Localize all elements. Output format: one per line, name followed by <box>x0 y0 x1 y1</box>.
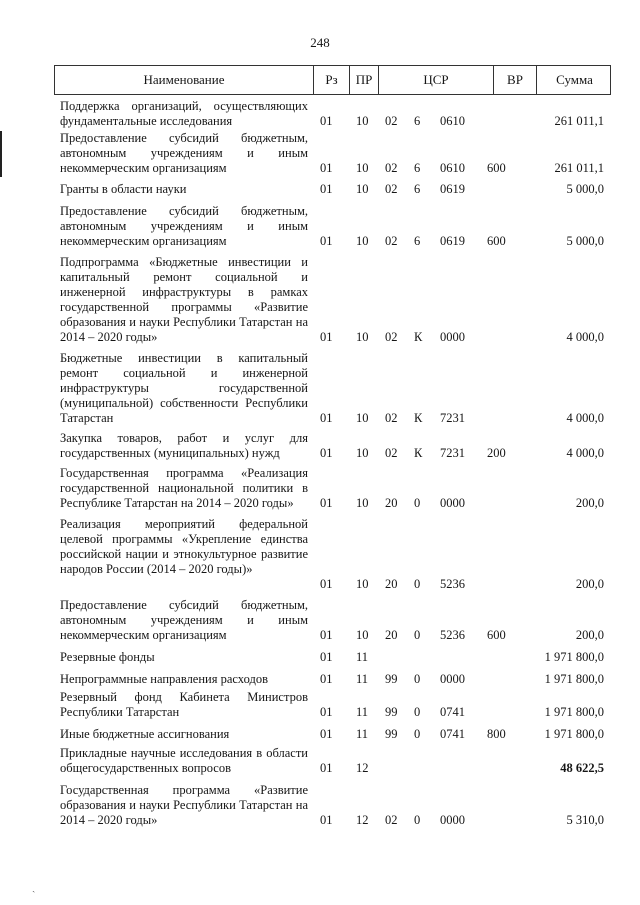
table-row <box>0 783 640 828</box>
row-csr-program: 02 <box>385 813 398 827</box>
row-sum: 4 000,0 <box>566 330 604 344</box>
row-csr-program: 20 <box>385 577 398 591</box>
header-rz: Рз <box>314 66 350 94</box>
row-csr-sub: К <box>414 446 423 460</box>
row-sum: 4 000,0 <box>566 446 604 460</box>
row-sum: 5 000,0 <box>566 234 604 248</box>
row-csr-code: 0741 <box>440 727 465 741</box>
table-row <box>0 182 640 197</box>
row-pr: 10 <box>356 577 369 591</box>
row-pr: 11 <box>356 650 369 664</box>
row-name: Бюджетные инвестиции в капитальный ремонт социальной и инженерной инфраструктуры государственной (муниципальной) собственности Республики Татарстан <box>60 351 308 425</box>
row-csr-sub: 0 <box>414 705 421 719</box>
row-csr-sub: 6 <box>414 182 421 196</box>
table-header <box>54 65 611 95</box>
row-rz: 01 <box>320 411 333 425</box>
row-csr-program: 02 <box>385 411 398 425</box>
row-csr-sub: 0 <box>414 813 421 827</box>
row-sum: 1 971 800,0 <box>544 727 604 741</box>
row-name: Иные бюджетные ассигнования <box>60 727 230 741</box>
row-csr-code: 7231 <box>440 411 465 425</box>
row-rz: 01 <box>320 650 333 664</box>
row-pr: 12 <box>356 761 369 775</box>
row-vr: 600 <box>487 161 506 175</box>
table-row <box>0 650 640 665</box>
row-csr-code: 0000 <box>440 672 465 686</box>
row-pr: 10 <box>356 411 369 425</box>
row-csr-program: 02 <box>385 182 398 196</box>
row-rz: 01 <box>320 705 333 719</box>
table-row <box>0 598 640 643</box>
header-pr: ПР <box>350 66 379 94</box>
row-csr-sub: 0 <box>414 577 421 591</box>
row-name: Предоставление субсидий бюджетным, автономным учреждениям и иным некоммерческим организациям <box>60 204 308 248</box>
row-rz: 01 <box>320 496 333 510</box>
row-pr: 10 <box>356 446 369 460</box>
row-name: Резервный фонд Кабинета Министров Республики Татарстан <box>60 690 308 719</box>
row-sum: 261 011,1 <box>554 161 604 175</box>
row-name: Резервные фонды <box>60 650 155 664</box>
table-row <box>0 351 640 426</box>
row-sum: 48 622,5 <box>560 761 604 775</box>
table-row <box>0 746 640 776</box>
row-sum: 1 971 800,0 <box>544 705 604 719</box>
table-row <box>0 99 640 129</box>
row-name: Государственная программа «Развитие образования и науки Республики Татарстан на 2014 – 2020 годы» <box>60 783 308 827</box>
row-csr-sub: 6 <box>414 161 421 175</box>
table-row <box>0 431 640 461</box>
row-rz: 01 <box>320 446 333 460</box>
row-pr: 10 <box>356 114 369 128</box>
row-csr-code: 5236 <box>440 628 465 642</box>
row-sum: 4 000,0 <box>566 411 604 425</box>
row-sum: 5 310,0 <box>566 813 604 827</box>
row-rz: 01 <box>320 330 333 344</box>
row-csr-program: 02 <box>385 114 398 128</box>
table-row <box>0 672 640 687</box>
row-csr-program: 99 <box>385 672 398 686</box>
row-csr-code: 0000 <box>440 330 465 344</box>
row-name: Гранты в области науки <box>60 182 187 196</box>
row-rz: 01 <box>320 761 333 775</box>
row-pr: 11 <box>356 727 369 741</box>
row-vr: 600 <box>487 628 506 642</box>
row-csr-code: 7231 <box>440 446 465 460</box>
row-rz: 01 <box>320 813 333 827</box>
row-csr-sub: 0 <box>414 672 421 686</box>
row-sum: 200,0 <box>575 628 604 642</box>
row-rz: 01 <box>320 161 333 175</box>
row-csr-sub: К <box>414 411 423 425</box>
row-pr: 10 <box>356 628 369 642</box>
row-pr: 11 <box>356 672 369 686</box>
table-row <box>0 204 640 249</box>
page-number: 248 <box>310 35 330 50</box>
header-csr: ЦСР <box>379 66 494 94</box>
table-row <box>0 517 640 592</box>
row-csr-program: 20 <box>385 496 398 510</box>
row-name: Поддержка организаций, осуществляющих фундаментальные исследования <box>60 99 308 128</box>
row-csr-program: 02 <box>385 161 398 175</box>
row-sum: 5 000,0 <box>566 182 604 196</box>
row-csr-code: 0610 <box>440 114 465 128</box>
row-name: Подпрограмма «Бюджетные инвестиции и капитальный ремонт социальной и инженерной инфраструктуры в рамках государственной программы «Развитие образования и науки Республики Татарстан на 2014 – 2020 годы» <box>60 255 308 344</box>
row-csr-code: 5236 <box>440 577 465 591</box>
row-pr: 10 <box>356 182 369 196</box>
row-csr-sub: 0 <box>414 628 421 642</box>
row-sum: 261 011,1 <box>554 114 604 128</box>
row-csr-program: 99 <box>385 727 398 741</box>
row-name: Непрограммные направления расходов <box>60 672 268 686</box>
header-name: Наименование <box>55 66 314 94</box>
row-name: Предоставление субсидий бюджетным, автономным учреждениям и иным некоммерческим организациям <box>60 598 308 642</box>
table-row <box>0 255 640 345</box>
row-pr: 10 <box>356 234 369 248</box>
row-rz: 01 <box>320 182 333 196</box>
row-rz: 01 <box>320 114 333 128</box>
row-sum: 200,0 <box>575 496 604 510</box>
row-csr-code: 0741 <box>440 705 465 719</box>
row-pr: 11 <box>356 705 369 719</box>
row-csr-sub: К <box>414 330 423 344</box>
row-csr-code: 0000 <box>440 813 465 827</box>
row-rz: 01 <box>320 234 333 248</box>
table-row <box>0 131 640 176</box>
row-rz: 01 <box>320 577 333 591</box>
header-sum: Сумма <box>556 72 593 87</box>
row-vr: 800 <box>487 727 506 741</box>
row-csr-program: 02 <box>385 330 398 344</box>
table-row <box>0 727 640 742</box>
row-sum: 1 971 800,0 <box>544 650 604 664</box>
scan-mark: ˎ <box>32 882 36 893</box>
row-name: Закупка товаров, работ и услуг для государственных (муниципальных) нужд <box>60 431 308 460</box>
row-name: Государственная программа «Реализация государственной национальной политики в Республике Татарстан на 2014 – 2020 годы» <box>60 466 308 510</box>
row-name: Прикладные научные исследования в области общегосударственных вопросов <box>60 746 308 775</box>
row-pr: 10 <box>356 496 369 510</box>
row-csr-program: 99 <box>385 705 398 719</box>
row-vr: 600 <box>487 234 506 248</box>
header-vr: ВР <box>494 66 537 94</box>
row-csr-code: 0619 <box>440 182 465 196</box>
row-csr-sub: 0 <box>414 727 421 741</box>
table-row <box>0 690 640 720</box>
row-rz: 01 <box>320 628 333 642</box>
row-rz: 01 <box>320 672 333 686</box>
row-csr-sub: 6 <box>414 234 421 248</box>
row-csr-program: 02 <box>385 446 398 460</box>
row-name: Реализация мероприятий федеральной целевой программы «Укрепление единства российской нации и этнокультурное развитие народов России (2014 – 2020 годы)» <box>60 517 308 576</box>
row-csr-sub: 0 <box>414 496 421 510</box>
row-rz: 01 <box>320 727 333 741</box>
row-vr: 200 <box>487 446 506 460</box>
row-pr: 10 <box>356 161 369 175</box>
row-csr-code: 0000 <box>440 496 465 510</box>
row-pr: 10 <box>356 330 369 344</box>
table-row <box>0 466 640 511</box>
row-sum: 1 971 800,0 <box>544 672 604 686</box>
row-csr-code: 0610 <box>440 161 465 175</box>
row-csr-program: 20 <box>385 628 398 642</box>
row-pr: 12 <box>356 813 369 827</box>
row-csr-program: 02 <box>385 234 398 248</box>
row-csr-code: 0619 <box>440 234 465 248</box>
row-csr-sub: 6 <box>414 114 421 128</box>
row-name: Предоставление субсидий бюджетным, автономным учреждениям и иным некоммерческим организациям <box>60 131 308 175</box>
row-sum: 200,0 <box>575 577 604 591</box>
